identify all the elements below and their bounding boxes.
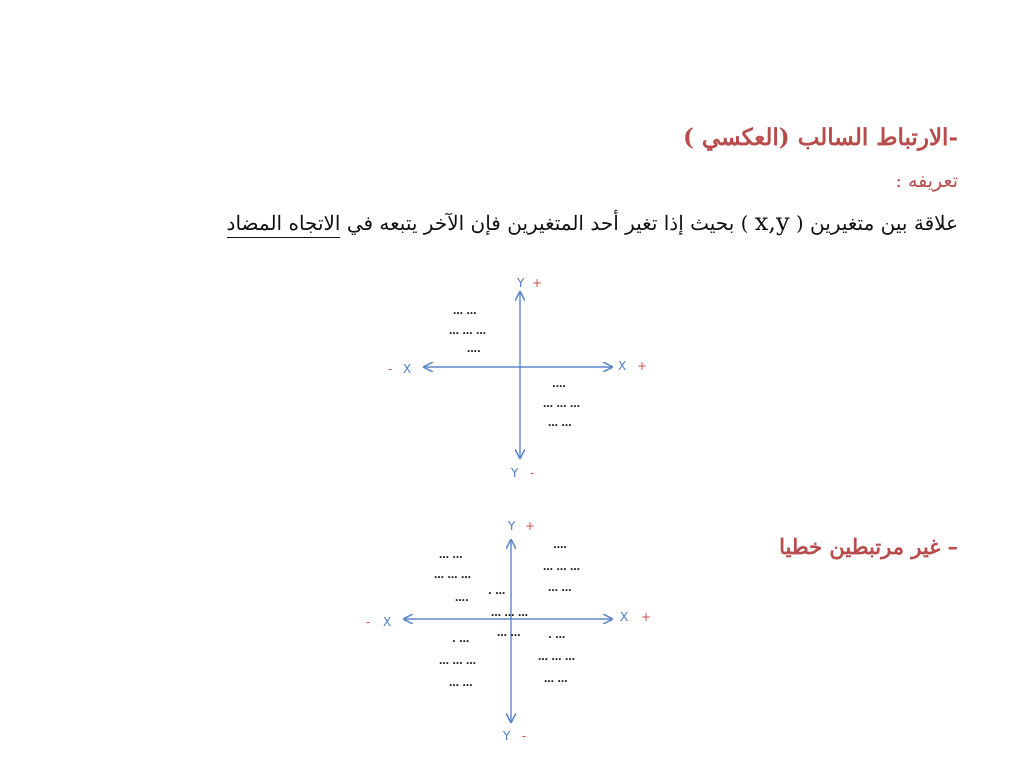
x-plus-sign-2: + [641, 610, 652, 624]
svg-text:… …: … … [548, 583, 572, 594]
y-plus-sign: + [532, 276, 543, 290]
y-plus-sign-2: + [525, 519, 536, 533]
svg-text:… …: … … [544, 674, 568, 685]
svg-text:… …: … … [453, 306, 477, 317]
y-minus-sign: - [530, 466, 535, 480]
svg-text:… … …: … … … [543, 562, 580, 573]
svg-text:. …: . … [488, 586, 506, 597]
definition-label: تعريفه : [895, 170, 958, 192]
definition-before: علاقة بين متغيرين ( [795, 211, 958, 235]
svg-text:… … …: … … … [543, 399, 580, 410]
svg-text:.…: .… [552, 379, 566, 390]
y-axis-label-top-2: Y [508, 519, 516, 533]
y-axis-label-top: Y [517, 276, 525, 290]
x-axis-label-right-2: X [620, 610, 629, 624]
definition-vars: x,y [754, 208, 790, 236]
x-axis-label-left: X [403, 362, 412, 376]
section2-heading: – غير مرتبطين خطيا [779, 534, 958, 559]
svg-text:. …: . … [452, 634, 470, 645]
svg-text:… … …: … … … [491, 608, 528, 619]
svg-text:… … …: … … … [538, 652, 575, 663]
x-minus-sign: - [388, 362, 393, 376]
x-axis-label-left-2: X [383, 615, 392, 629]
svg-text:.…: .… [553, 540, 567, 551]
svg-text:. …: . … [548, 630, 566, 641]
svg-text:… …: … … [439, 550, 463, 561]
svg-text:… …: … … [449, 678, 473, 689]
x-plus-sign: + [637, 359, 648, 373]
y-axis-label-bottom-2: Y [503, 729, 511, 743]
section-heading: -الارتباط السالب (العكسي ) [683, 124, 958, 151]
y-minus-sign-2: - [522, 729, 527, 743]
definition-underlined: الاتجاه المضاد [227, 211, 341, 238]
svg-text:… … …: … … … [439, 656, 476, 667]
definition-after: ) بحيث إذا تغير أحد المتغيرين فإن الآخر يتبعه في [346, 211, 749, 235]
x-axis-label-right: X [618, 359, 627, 373]
y-axis-label-bottom: Y [511, 466, 519, 480]
svg-text:….: …. [455, 593, 469, 604]
svg-text:… … …: … … … [434, 570, 471, 581]
scatter-points-scattered [434, 540, 580, 689]
svg-text:….: …. [467, 344, 481, 355]
x-minus-sign-2: - [366, 615, 371, 629]
svg-text:… … …: … … … [449, 326, 486, 337]
svg-text:… …: … … [548, 418, 572, 429]
svg-text:… …: … … [497, 628, 521, 639]
